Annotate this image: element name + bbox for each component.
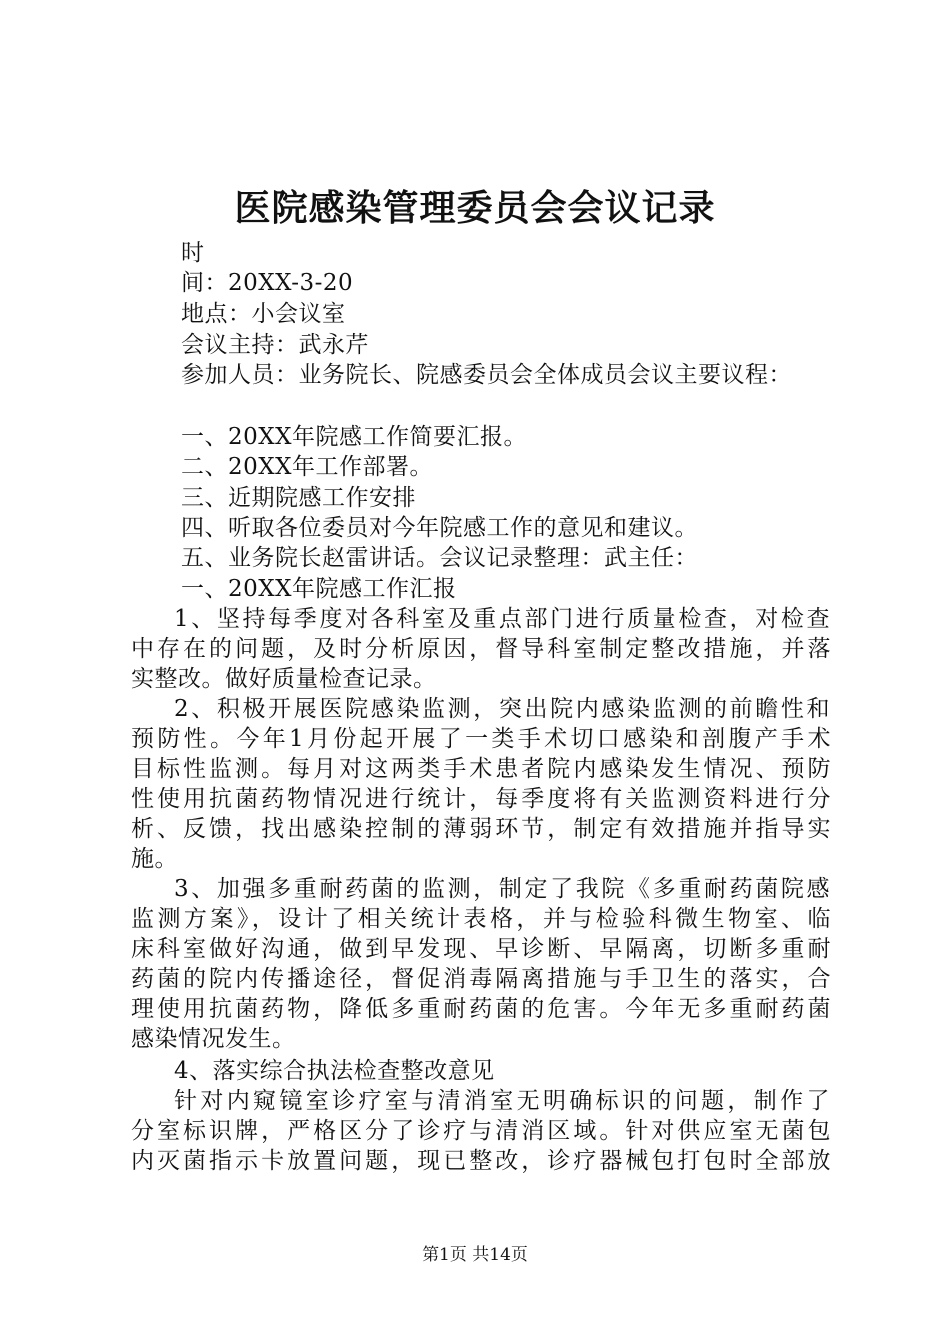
section-heading: 一、20XX年院感工作汇报: [181, 576, 457, 602]
paragraph-line: 2、积极开展医院感染监测，突出院内感染监测的前瞻性和: [174, 696, 830, 722]
paragraph-line: 监测方案》，设计了相关统计表格，并与检验科微生物室、临: [131, 906, 831, 932]
paragraph-line: 1、坚持每季度对各科室及重点部门进行质量检查，对检查: [174, 606, 830, 632]
document-title: 医院感染管理委员会会议记录: [234, 187, 716, 229]
meeting-time-label: 时: [181, 240, 205, 266]
meeting-time: 间：20XX-3-20: [181, 270, 354, 296]
agenda-item: 四、听取各位委员对今年院感工作的意见和建议。: [181, 515, 698, 541]
paragraph-line: 性使用抗菌药物情况进行统计，每季度将有关监测资料进行分: [131, 786, 831, 812]
page-number-footer: 第1页 共14页: [422, 1245, 528, 1265]
paragraph-line: 预防性。今年1月份起开展了一类手术切口感染和剖腹产手术: [131, 726, 831, 752]
paragraph-line: 针对内窥镜室诊疗室与清消室无明确标识的问题，制作了: [174, 1088, 830, 1114]
paragraph-line: 分室标识牌，严格区分了诊疗与清消区域。针对供应室无菌包: [131, 1118, 831, 1144]
agenda-item: 五、业务院长赵雷讲话。会议记录整理：武主任：: [181, 545, 698, 571]
paragraph-line: 实整改。做好质量检查记录。: [131, 666, 437, 692]
subsection-heading: 4、落实综合执法检查整改意见: [174, 1058, 495, 1084]
meeting-host: 会议主持：武永芹: [181, 332, 369, 358]
paragraph-line: 中存在的问题，及时分析原因，督导科室制定整改措施，并落: [131, 636, 831, 662]
paragraph-line: 目标性监测。每月对这两类手术患者院内感染发生情况、预防: [131, 756, 831, 782]
paragraph-line: 施。: [131, 846, 178, 872]
meeting-place: 地点：小会议室: [181, 301, 346, 327]
paragraph-line: 床科室做好沟通，做到早发现、早诊断、早隔离，切断多重耐: [131, 936, 831, 962]
paragraph-line: 3、加强多重耐药菌的监测，制定了我院《多重耐药菌院感: [174, 876, 830, 902]
meeting-attendees: 参加人员：业务院长、院感委员会全体成员会议主要议程：: [181, 362, 792, 388]
paragraph-line: 析、反馈，找出感染控制的薄弱环节，制定有效措施并指导实: [131, 816, 831, 842]
agenda-item: 三、近期院感工作安排: [181, 485, 416, 511]
agenda-item: 一、20XX年院感工作简要汇报。: [181, 424, 528, 450]
paragraph-line: 感染情况发生。: [131, 1026, 296, 1052]
paragraph-line: 理使用抗菌药物，降低多重耐药菌的危害。今年无多重耐药菌: [131, 996, 831, 1022]
agenda-item: 二、20XX年工作部署。: [181, 454, 434, 480]
paragraph-line: 药菌的院内传播途径，督促消毒隔离措施与手卫生的落实，合: [131, 966, 831, 992]
paragraph-line: 内灭菌指示卡放置问题，现已整改，诊疗器械包打包时全部放: [131, 1148, 831, 1174]
